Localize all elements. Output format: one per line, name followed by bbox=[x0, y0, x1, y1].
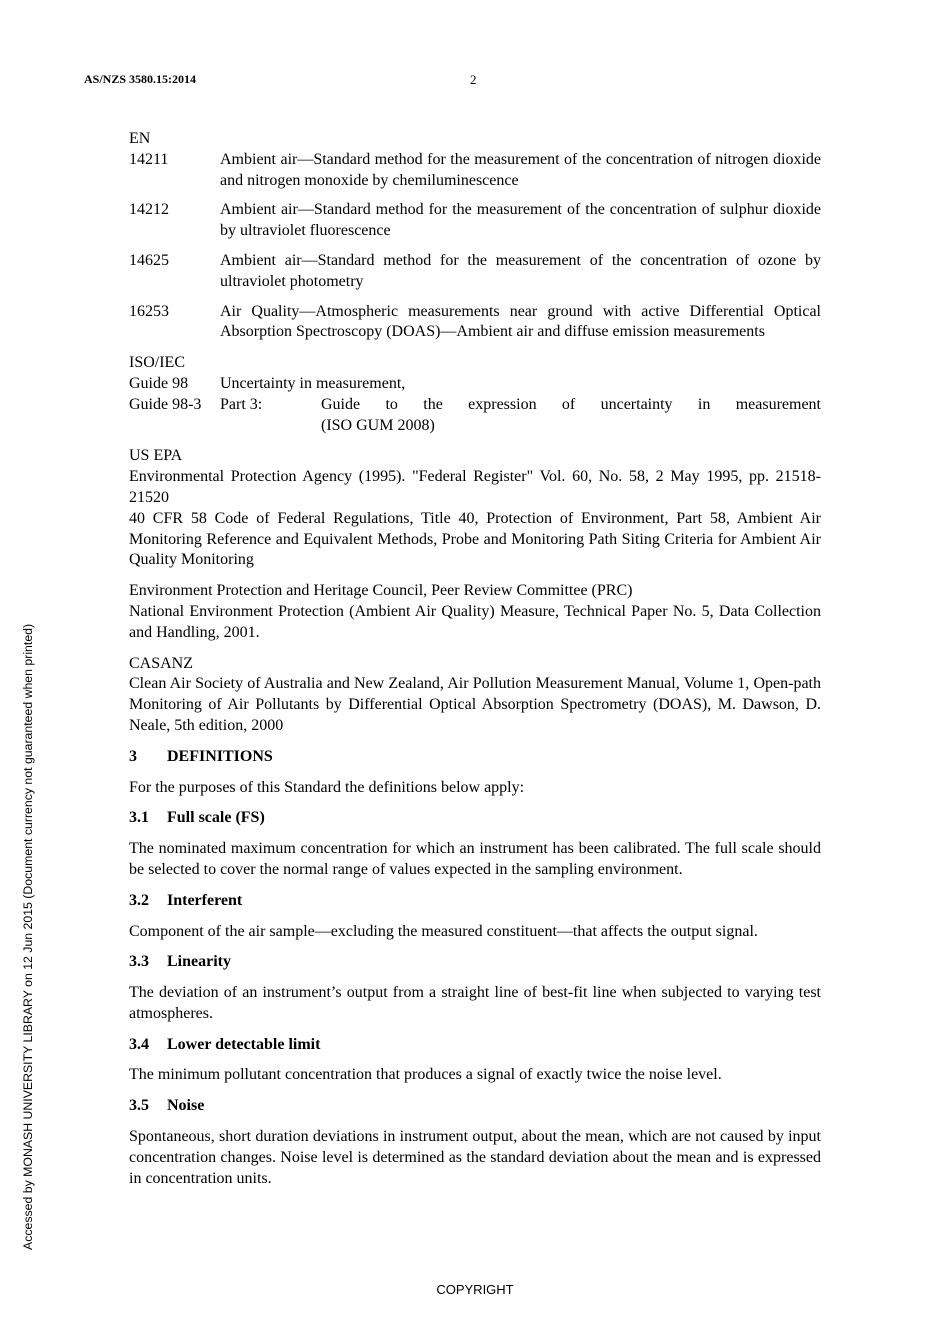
reference-code: 14211 bbox=[129, 150, 169, 168]
reference-entry: National Environment Protection (Ambient Air Quality) Measure, Technical Paper No. 5, Data Collection and Handling, 2001. bbox=[129, 602, 821, 641]
iso-label: ISO/IEC bbox=[129, 354, 185, 372]
page-content bbox=[129, 129, 821, 1199]
clause-text: Component of the air sample—excluding the measured constituent—that affects the output signal. bbox=[129, 922, 758, 940]
clause-text: The deviation of an instrument’s output from a straight line of best-fit line when subjected to varying test atmospheres. bbox=[129, 984, 821, 1022]
clause-title: Full scale (FS) bbox=[167, 809, 265, 827]
clause-number: 3.3 bbox=[129, 953, 149, 971]
reference-entry: 40 CFR 58 Code of Federal Regulations, Title 40, Protection of Environment, Part 58, Ambient Air Monitoring Reference and Equivalent Methods, Probe and Monitoring Path Siting Criteria for Ambient Air Quality Monitoring bbox=[129, 509, 821, 569]
clause-text: Spontaneous, short duration deviations in instrument output, about the mean, which are not caused by input concentration changes. Noise level is determined as the standard deviation about the mean and is expressed in concentration units. bbox=[129, 1128, 821, 1187]
casanz-label: CASANZ bbox=[129, 654, 194, 672]
reference-code: 14625 bbox=[129, 251, 169, 269]
reference-entry: Environmental Protection Agency (1995). "Federal Register" Vol. 60, No. 58, 2 May 1995, pp. 21518-21520 bbox=[129, 468, 821, 506]
clause-text: The minimum pollutant concentration that produces a signal of exactly twice the noise level. bbox=[129, 1066, 722, 1084]
reference-title: Uncertainty in measurement, bbox=[220, 374, 406, 392]
standard-number: AS/NZS 3580.15:2014 bbox=[84, 72, 197, 86]
clause-heading bbox=[129, 952, 821, 973]
reference-code: Guide 98-3 bbox=[129, 395, 202, 413]
reference-code: 16253 bbox=[129, 302, 169, 320]
clause-number: 3.1 bbox=[129, 809, 149, 827]
section-number: 3 bbox=[129, 747, 137, 765]
clause-title: Interferent bbox=[167, 891, 243, 909]
reference-row bbox=[129, 395, 821, 416]
reference-title-continued: (ISO GUM 2008) bbox=[321, 416, 435, 434]
en-references bbox=[129, 129, 821, 343]
reference-title: Ambient air—Standard method for the measurement of the concentration of sulphur dioxide by ultraviolet fluorescence bbox=[220, 201, 821, 240]
section-heading bbox=[129, 747, 821, 768]
reference-row bbox=[129, 374, 821, 395]
clause-heading bbox=[129, 808, 821, 829]
section-title: DEFINITIONS bbox=[167, 747, 273, 765]
casanz-references bbox=[129, 654, 821, 737]
reference-title: Ambient air—Standard method for the measurement of the concentration of ozone by ultraviolet photometry bbox=[220, 251, 821, 290]
iso-references bbox=[129, 353, 821, 436]
clause-number: 3.4 bbox=[129, 1035, 149, 1053]
usepa-label: US EPA bbox=[129, 447, 183, 465]
reference-title: Ambient air—Standard method for the measurement of the concentration of nitrogen dioxide and nitrogen monoxide by chemiluminescence bbox=[220, 150, 821, 189]
reference-title: Guide to the expression of uncertainty in measurement bbox=[321, 395, 821, 413]
reference-part: Part 3: bbox=[220, 395, 263, 413]
usepa-references bbox=[129, 446, 821, 571]
reference-code: Guide 98 bbox=[129, 374, 189, 392]
reference-row bbox=[129, 200, 821, 242]
clause-text: The nominated maximum concentration for which an instrument has been calibrated. The full scale should be selected to cover the normal range of values expected in the sampling environment. bbox=[129, 840, 821, 878]
reference-title: Air Quality—Atmospheric measurements near ground with active Differential Optical Absorption Spectroscopy (DOAS)—Ambient air and diffuse emission measurements bbox=[220, 302, 821, 341]
copyright-footer: COPYRIGHT bbox=[436, 1282, 514, 1297]
reference-row bbox=[129, 302, 821, 344]
clause-title: Noise bbox=[167, 1097, 205, 1115]
clause-title: Lower detectable limit bbox=[167, 1035, 321, 1053]
ephc-heading: Environment Protection and Heritage Council, Peer Review Committee (PRC) bbox=[129, 582, 633, 600]
section-intro: For the purposes of this Standard the definitions below apply: bbox=[129, 778, 525, 796]
clause-heading bbox=[129, 1035, 821, 1056]
clause-number: 3.2 bbox=[129, 891, 149, 909]
reference-row bbox=[129, 251, 821, 293]
access-notice: Accessed by MONASH UNIVERSITY LIBRARY on 12 Jun 2015 (Document currency not guaranteed when printed) bbox=[21, 623, 35, 1250]
clause-title: Linearity bbox=[167, 953, 231, 971]
reference-row bbox=[129, 150, 821, 192]
reference-code: 14212 bbox=[129, 201, 169, 219]
reference-entry: Clean Air Society of Australia and New Zealand, Air Pollution Measurement Manual, Volume 1, Open-path Monitoring of Air Pollutants by Differential Optical Absorption Spectrometry (DOAS), M. Dawson, D. Neale, 5th edition, 2000 bbox=[129, 675, 821, 734]
clause-number: 3.5 bbox=[129, 1097, 149, 1115]
clause-heading bbox=[129, 1096, 821, 1117]
clause-heading bbox=[129, 891, 821, 912]
en-label: EN bbox=[129, 130, 151, 147]
page-number: 2 bbox=[470, 72, 477, 87]
ephc-references bbox=[129, 581, 821, 643]
